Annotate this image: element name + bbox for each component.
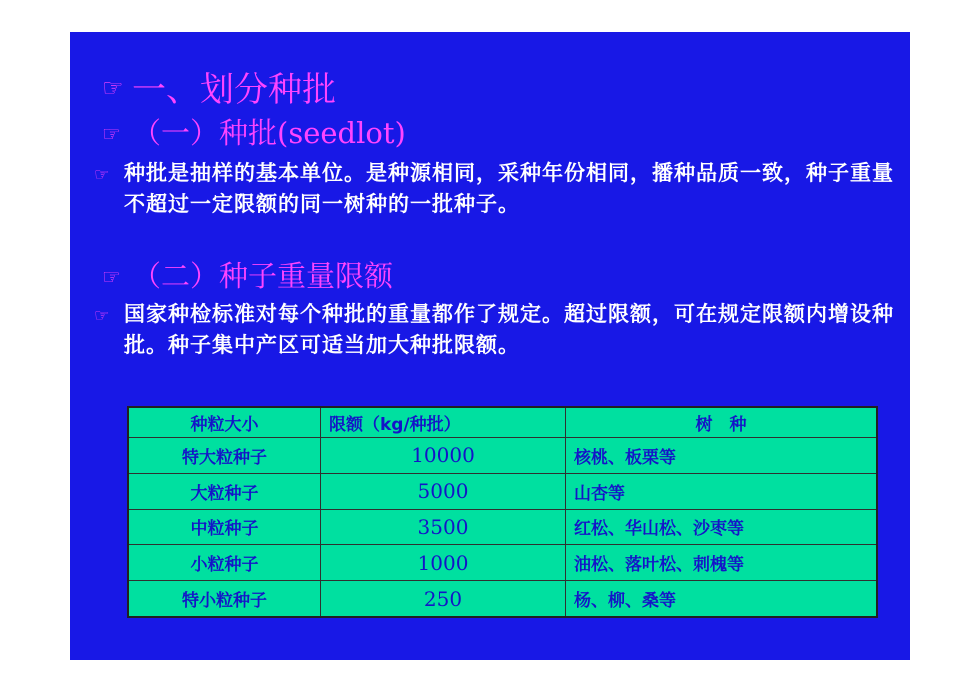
table-row [128, 473, 877, 509]
column-header: 树 种 [566, 407, 878, 438]
table-cell: 10000 [321, 438, 566, 474]
paragraph-text: 种批是抽样的基本单位。是种源相同，采种年份相同，播种品质一致，种子重量不超过一定限额的同一树种的一批种子。 [124, 161, 894, 216]
table-cell: 山杏等 [566, 473, 878, 509]
table-row [128, 438, 877, 474]
table-row [128, 509, 877, 545]
table-cell: 3500 [321, 509, 566, 545]
table-cell: 中粒种子 [128, 509, 321, 545]
column-header: 种粒大小 [128, 407, 321, 438]
table-cell: 红松、华山松、沙枣等 [566, 509, 878, 545]
table-cell: 特小粒种子 [128, 581, 321, 617]
table-row [128, 581, 877, 617]
table-cell: 5000 [321, 473, 566, 509]
table-cell: 1000 [321, 545, 566, 581]
pointing-hand-icon: ☞ [102, 74, 124, 102]
table-cell: 250 [321, 581, 566, 617]
table-cell: 特大粒种子 [128, 438, 321, 474]
subheading-weight-limit: （二）种子重量限额 [132, 259, 394, 293]
paragraph-text: 国家种检标准对每个种批的重量都作了规定。超过限额，可在规定限额内增设种批。种子集中产区可适当加大种批限额。 [124, 302, 894, 357]
pointing-hand-icon: ☞ [94, 306, 111, 326]
subheading-seedlot: （一）种批(seedlot) [132, 116, 406, 150]
seedlot-limit-table [127, 406, 878, 618]
table-cell: 杨、柳、桑等 [566, 581, 878, 617]
table-cell: 大粒种子 [128, 473, 321, 509]
table-cell: 小粒种子 [128, 545, 321, 581]
paragraph-weight-limit [94, 299, 894, 361]
table-cell: 核桃、板栗等 [566, 438, 878, 474]
table-row [128, 545, 877, 581]
column-header: 限额（kg/种批） [321, 407, 566, 438]
table-cell: 油松、落叶松、刺槐等 [566, 545, 878, 581]
pointing-hand-icon: ☞ [102, 122, 121, 146]
table-header-row [128, 407, 877, 438]
slide-title: 一、划分种批 [132, 70, 336, 110]
pointing-hand-icon: ☞ [94, 165, 111, 185]
pointing-hand-icon: ☞ [102, 265, 121, 289]
paragraph-seedlot-definition [94, 158, 894, 220]
